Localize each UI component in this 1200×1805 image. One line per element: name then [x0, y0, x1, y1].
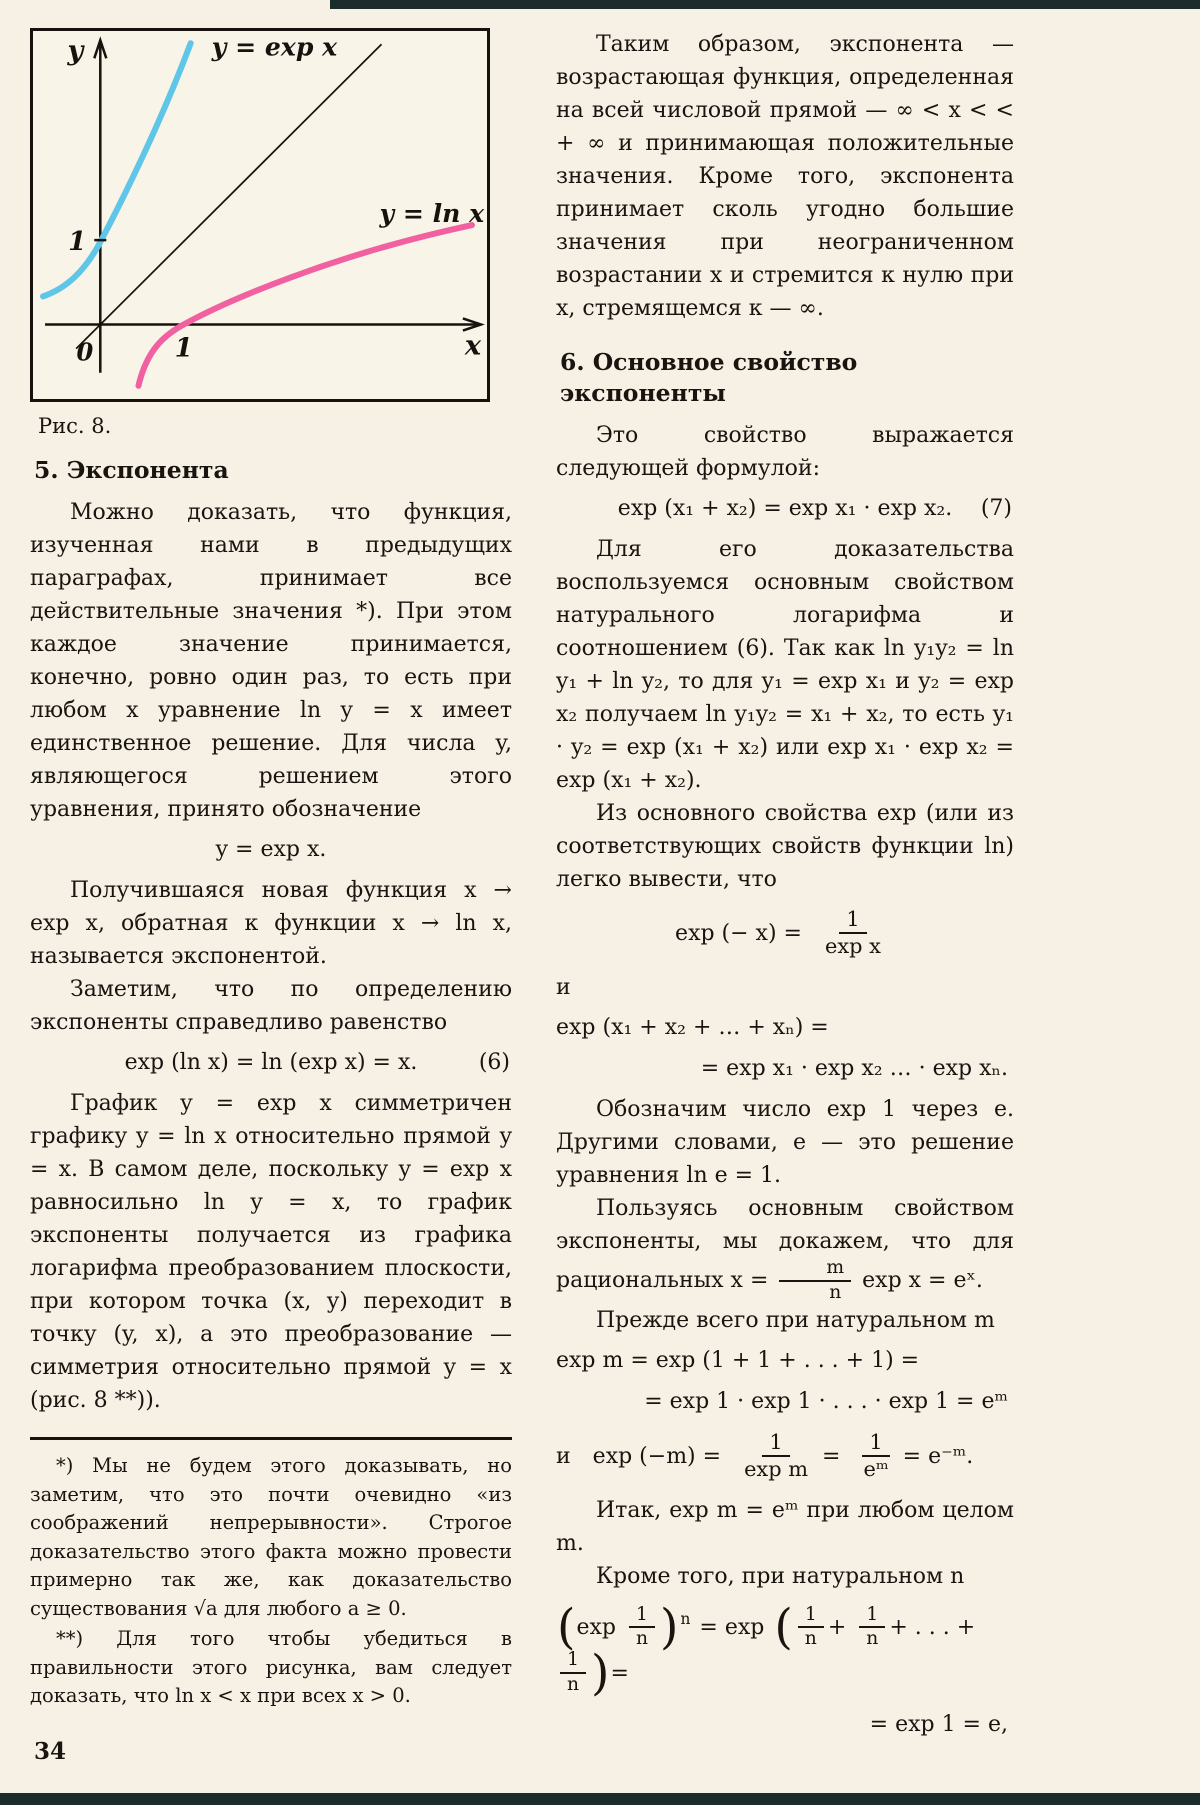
- exp-curve-label: y = exp x: [211, 31, 338, 62]
- paragraph: Кроме того, при натуральном n: [596, 1563, 965, 1589]
- exp-curve: [43, 43, 191, 296]
- paragraph: Это свойство выражается следующей формулой:: [556, 423, 1014, 481]
- fraction: [779, 1258, 851, 1304]
- equation-7: [556, 492, 1014, 526]
- y-tick-1-label: 1: [68, 226, 87, 258]
- fraction: [798, 1605, 824, 1651]
- fraction: [629, 1605, 655, 1651]
- fraction-denominator: exp m: [744, 1457, 809, 1482]
- fraction: [737, 1431, 815, 1482]
- formula-part: exp (−m) =: [592, 1443, 722, 1469]
- formula-y-exp-x: y = exp x.: [215, 837, 327, 862]
- equation-exp-one-nth: ( exp $\frac{1}{n}$ ) $^n$ = exp ( $\frac{1}{n}$ + $\frac{1}{n}$ + . . . + $\frac{1}{n}$ ) =: [557, 1600, 976, 1702]
- plus-sign: +: [827, 1614, 847, 1640]
- fraction-numerator: 1: [762, 1431, 789, 1457]
- fraction-denominator: n: [567, 1674, 580, 1696]
- footnotes-section: [30, 1437, 512, 1711]
- footnote-1: *) Мы не будем этого доказывать, но заметим, что это почти очевидно «из соображений непрерывности». Строгое доказательство этого факта можно провести примерно так же, как доказательство существования √a для любого a ≥ 0.: [30, 1454, 512, 1620]
- fraction-numerator: 1: [862, 1431, 889, 1457]
- page-number: 34: [34, 1738, 67, 1765]
- equation-exp-one-result: = exp 1 = e,: [869, 1712, 1008, 1738]
- y-axis-label: y: [67, 35, 84, 67]
- equation-exp-neg-m: [556, 1431, 1014, 1482]
- fraction-denominator: n: [635, 1628, 649, 1650]
- formula: exp (x₁ + x₂) = exp x₁ · exp x₂.: [617, 496, 953, 521]
- paragraph: Таким образом, экспонента — возрастающая функция, определенная на всей числовой прямой — ∞ < x < < + ∞ и принимающая положительные значения. Кроме того, экспонента принимает сколь угодно большие значения при неограниченном возрастании x и стремится к нулю при x, стремящемся к — ∞.: [556, 32, 1014, 321]
- scan-edge-bottom: [0, 1793, 1200, 1805]
- fraction-denominator: n: [866, 1628, 879, 1650]
- ln-curve-label: y = ln x: [379, 198, 485, 229]
- equation-exp-sum-line1: exp (x₁ + x₂ + … + xₙ) =: [556, 1014, 829, 1040]
- fraction-denominator: exp x: [824, 934, 881, 959]
- formula-part: = exp: [699, 1614, 765, 1640]
- conjunction-line: и: [556, 974, 571, 1000]
- fraction-numerator: 1: [798, 1605, 824, 1629]
- figure-caption: Рис. 8.: [38, 414, 112, 438]
- paragraph-with-fraction: [556, 1192, 1014, 1304]
- equals-sign: =: [822, 1443, 841, 1469]
- exponent-n: n: [680, 1609, 691, 1628]
- equation-6: [30, 1046, 512, 1080]
- equation-exp-sum-line2: = exp x₁ · exp x₂ … · exp xₙ.: [700, 1055, 1008, 1081]
- paragraph-text: exp x = eˣ.: [862, 1267, 983, 1293]
- figure-8: [30, 28, 490, 402]
- paragraph: Можно доказать, что функция, изученная нами в предыдущих параграфах, принимает все действительные значения *). При этом каждое значение принимается, конечно, ровно один раз, то есть при любом x уравнение ln y = x имеет единственное решение. Для числа y, являющегося решением этого уравнения, принято обозначение: [30, 500, 512, 822]
- conjunction: и: [556, 1443, 571, 1469]
- fraction: [859, 1605, 885, 1651]
- fraction-numerator: 1: [839, 908, 866, 934]
- paragraph: Из основного свойства exp (или из соответствующих свойств функции ln) легко вывести, что: [556, 801, 1014, 892]
- origin-label: 0: [76, 337, 94, 367]
- equation-exp-m-line2: = exp 1 · exp 1 · . . . · exp 1 = eᵐ: [644, 1388, 1008, 1414]
- fraction: [560, 1650, 586, 1696]
- equation-number: (7): [980, 496, 1012, 521]
- paragraph: Прежде всего при натуральном m: [596, 1307, 995, 1333]
- equals-sign: =: [610, 1660, 629, 1686]
- formula: exp (ln x) = ln (exp x) = x.: [124, 1050, 418, 1075]
- fraction-denominator: eᵐ: [863, 1457, 889, 1482]
- paragraph: Заметим, что по определению экспоненты справедливо равенство: [30, 977, 512, 1035]
- fraction: [856, 1431, 895, 1482]
- left-column: [30, 28, 512, 1713]
- formula-part: exp: [576, 1614, 616, 1640]
- right-column: [556, 28, 1014, 1749]
- section-6-heading: 6. Основное свойство экспоненты: [560, 348, 858, 407]
- fraction-numerator: 1: [560, 1650, 586, 1674]
- formula-part: = e⁻ᵐ.: [902, 1443, 974, 1469]
- fraction-numerator: 1: [859, 1605, 885, 1629]
- paragraph: График y = exp x симметричен графику y = ln x относительно прямой y = x. В самом деле, поскольку y = exp x равносильно ln y = x, то график экспоненты получается из графика логарифма преобразованием плоскости, при котором точка (x, y) переходит в точку (y, x), а это преобразование — симметрия относительно прямой y = x (рис. 8 **)).: [30, 1091, 512, 1413]
- paragraph: Получившаяся новая функция x → exp x, обратная к функции x → ln x, называется экспонентой.: [30, 878, 512, 969]
- scan-edge-top: [330, 0, 1200, 9]
- paragraph: Обозначим число exp 1 через e. Другими словами, e — это решение уравнения ln e = 1.: [556, 1096, 1014, 1188]
- paragraph-text: Пользуясь основным свойством экспоненты, мы докажем, что для рациональных x =: [556, 1195, 1014, 1293]
- ellipsis: + . . . +: [889, 1614, 976, 1640]
- formula-part: exp (− x) =: [675, 920, 802, 946]
- footnote-2: **) Для того чтобы убедиться в правильности этого рисунка, вам следует доказать, что ln x < x при всех x > 0.: [30, 1627, 512, 1707]
- fraction-denominator: n: [804, 1628, 817, 1650]
- section-5-heading: 5. Экспонента: [34, 456, 229, 484]
- equation-exp-inverse: [556, 908, 1014, 959]
- paragraph: Для его доказательства воспользуемся основным свойством натурального логарифма и соотношением (6). Так как ln y₁y₂ = ln y₁ + ln y₂, то для y₁ = exp x₁ и y₂ = exp x₂ получаем ln y₁y₂ = x₁ + x₂, то есть y₁ · y₂ = exp (x₁ + x₂) или exp x₁ · exp x₂ = exp (x₁ + x₂).: [556, 537, 1014, 793]
- fraction: [818, 908, 888, 959]
- paragraph: Итак, exp m = eᵐ при любом целом m.: [556, 1497, 1014, 1556]
- x-axis-label: x: [464, 330, 482, 362]
- fraction-numerator: 1: [629, 1605, 655, 1629]
- exp-ln-graph: [33, 31, 487, 399]
- x-tick-1-label: 1: [174, 332, 193, 364]
- equation-exp-m-line1: exp m = exp (1 + 1 + . . . + 1) =: [556, 1347, 920, 1373]
- fraction-numerator: m: [779, 1258, 851, 1282]
- fraction-denominator: n: [829, 1281, 842, 1303]
- equation-number: (6): [478, 1050, 510, 1075]
